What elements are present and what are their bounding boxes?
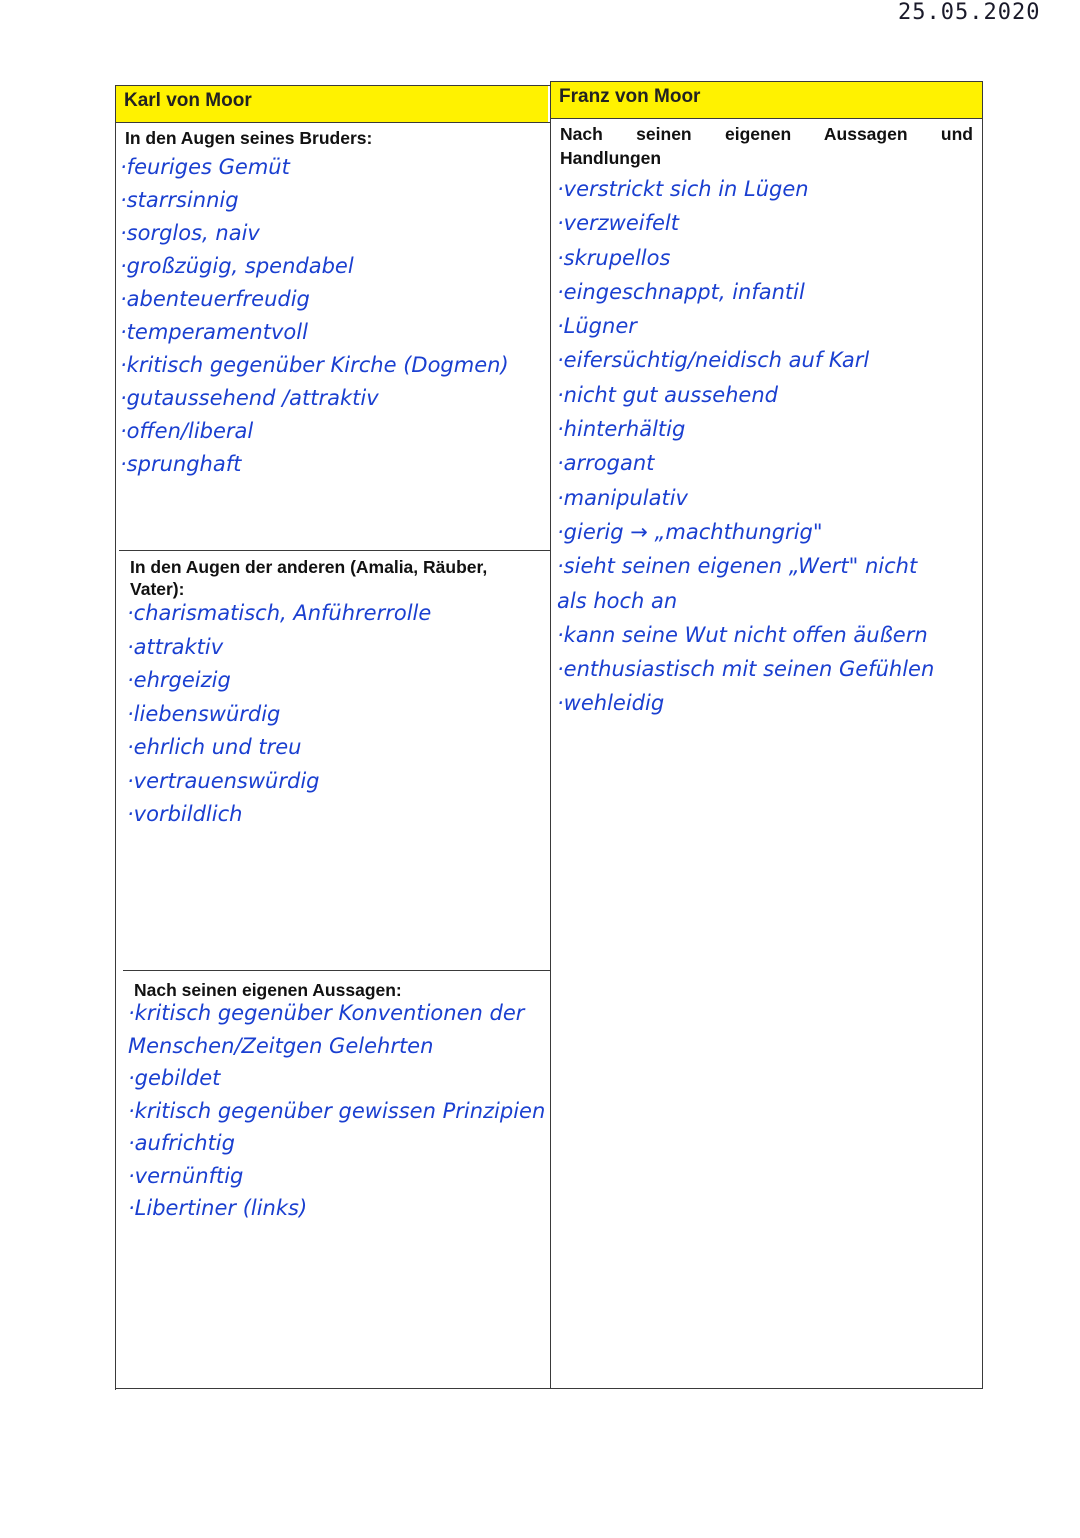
- list-item: ·gierig → „machthungrig": [557, 519, 823, 544]
- list-item: ·wehleidig: [557, 691, 665, 716]
- list-item: ·kritisch gegenüber gewissen Prinzipien: [128, 1098, 546, 1123]
- list-item: ·manipulativ: [557, 485, 688, 510]
- list-item: ·starrsinnig: [120, 188, 239, 212]
- karl-others-view-title-text: In den Augen der anderen (Amalia, Räuber, Vater):: [130, 557, 488, 599]
- list-item: ·verzweifelt: [557, 211, 679, 236]
- list-item: ·kann seine Wut nicht offen äußern: [557, 622, 928, 647]
- franz-own-view-title-line1: Nach seinen eigenen Aussagen und: [560, 124, 973, 144]
- list-item: ·arrogant: [557, 451, 655, 476]
- list-item: ·enthusiastisch mit seinen Gefühlen: [557, 657, 935, 682]
- table-border-left: [115, 85, 116, 1390]
- table-border-top-right: [550, 81, 983, 82]
- franz-header: Franz von Moor: [559, 86, 701, 107]
- karl-brother-view-title: In den Augen seines Bruders:: [125, 128, 373, 148]
- table-border-bottom: [115, 1388, 983, 1389]
- list-item: ·Libertiner (links): [128, 1196, 308, 1220]
- list-item: ·hinterhältig: [557, 417, 686, 442]
- list-item: ·gebildet: [128, 1066, 221, 1090]
- list-item: ·eifersüchtig/neidisch auf Karl: [557, 348, 870, 373]
- column-divider: [550, 81, 551, 1389]
- list-item: ·ehrlich und treu: [127, 735, 302, 759]
- section-divider-2: [123, 970, 550, 971]
- list-item: ·aufrichtig: [128, 1131, 235, 1155]
- list-item: ·abenteuerfreudig: [120, 287, 310, 311]
- karl-brother-view-list: [120, 151, 509, 481]
- table-border-right: [982, 81, 983, 1388]
- list-item: ·sieht seinen eigenen „Wert" nicht: [557, 554, 918, 579]
- list-item: ·kritisch gegenüber Kirche (Dogmen): [120, 353, 509, 377]
- list-item: ·charismatisch, Anführerrolle: [127, 601, 432, 625]
- list-item: ·sprunghaft: [120, 452, 242, 476]
- list-item: ·vorbildlich: [127, 802, 243, 826]
- list-item: ·skrupellos: [557, 245, 671, 270]
- franz-own-view-title-line2: Handlungen: [560, 148, 662, 168]
- karl-others-view-list: [127, 597, 431, 832]
- list-item: ·nicht gut aussehend: [557, 382, 778, 407]
- list-item: ·vernünftig: [128, 1163, 244, 1188]
- date: 25.05.2020: [898, 0, 1041, 25]
- list-item: ·liebenswürdig: [127, 701, 281, 726]
- list-item: Menschen/Zeitgen Gelehrten: [128, 1033, 434, 1058]
- list-item: ·verstrickt sich in Lügen: [557, 177, 809, 201]
- list-item: ·vertrauenswürdig: [127, 768, 320, 793]
- list-item: ·sorglos, naiv: [120, 221, 260, 245]
- list-item: ·offen/liberal: [120, 419, 254, 443]
- table-border-top-left: [115, 85, 550, 86]
- header-divider-right: [550, 118, 983, 119]
- header-divider-left: [115, 122, 550, 123]
- section-divider-1: [119, 550, 550, 551]
- karl-own-view-title: Nach seinen eigenen Aussagen:: [134, 980, 402, 1000]
- karl-header: Karl von Moor: [124, 90, 252, 111]
- list-item: ·temperamentvoll: [120, 320, 308, 344]
- karl-others-view-title: [130, 556, 545, 600]
- franz-own-view-list: [557, 172, 934, 721]
- list-item: ·attraktiv: [127, 634, 224, 659]
- list-item: ·gutaussehend /attraktiv: [120, 386, 379, 410]
- list-item: ·ehrgeizig: [127, 668, 231, 692]
- list-item: ·Lügner: [557, 314, 637, 339]
- list-item: ·eingeschnappt, infantil: [557, 279, 805, 304]
- karl-own-view-list: [128, 997, 545, 1225]
- list-item: als hoch an: [557, 588, 678, 613]
- list-item: ·feuriges Gemüt: [120, 155, 290, 179]
- list-item: ·großzügig, spendabel: [120, 254, 354, 278]
- list-item: ·kritisch gegenüber Konventionen der: [128, 1001, 525, 1025]
